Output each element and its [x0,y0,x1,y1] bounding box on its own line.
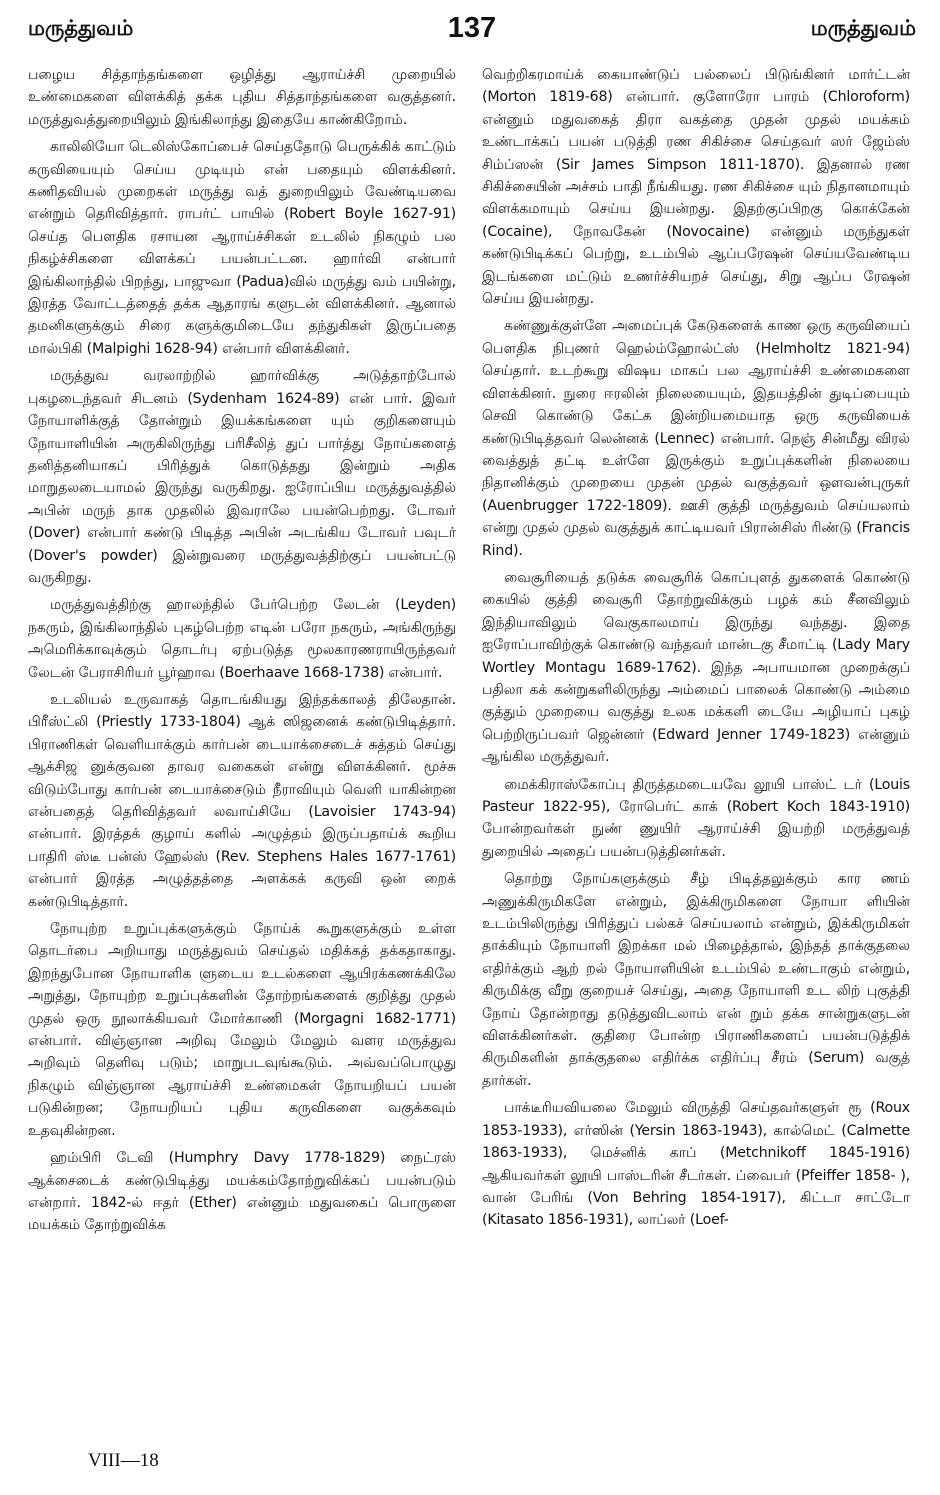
right-column [482,64,910,1434]
paragraph: உடலியல் உருவாகத் தொடங்கியது இந்தக்காலத் திலேதான். பிரீஸ்ட்லி (Priestly 1733-1804) ஆக் ஸிஜனைக் கண்டுபிடித்தார். பிராணிகள் வெளியாக்கும் கார்பன் டையாக்சைடைச் சுத்தம் செய்து ஆக்சிஜ னுக்குவன தாவர வகைகள் என்று விளக்கினர். மூச்சு விடும்போது கார்பன் டையாக்சைடும் நீராவியும் வெளி யாகின்றன என்பதைத் தெரிவித்தவர் லவாய்சியே (Lavoisier 1743-94) என்பார். இரத்தக் குழாய் களில் அழுத்தம் இருப்பதாய்க் கூறிய பாதிரி ஸ்டீ பன்ஸ் ஹேல்ஸ் (Rev. Stephens Hales 1677-1761) என்பார் இரத்த அழுத்தத்தை அளக்கக் கருவி ஒன் றைக் கண்டுபிடித்தார். [28,691,456,910]
paragraph: பாக்டீரியவியலை மேலும் விருத்தி செய்தவர்களுள் ரூ (Roux 1853-1933), எர்ஸின் (Yersin 1863-1943), கால்மெட் (Calmette 1863-1933), மெச்னிக் காப் (Metchnikoff 1845-1916) ஆகியவர்கள் லூயி பாஸ்டரின் சீடர்கள். ப்வைபர் (Pfeiffer 1858- ), வான் பேரிங் (Von Behring 1854-1917), கிட்டா சாட்டோ (Kitasato 1856-1931), லாப்லர் (Loef- [482,1100,910,1229]
paragraph: மருத்துவத்திற்கு ஹாலந்தில் பேர்பெற்ற லேடன் (Leyden) நகரும், இங்கிலாந்தில் புகழ்பெற்ற எடின் பரோ நகரும், அங்கிருந்து அமெரிக்காவுக்கும் தொடர்பு ஏற்படுத்த மூலகாரணராயிருந்தவர் லேடன் பேராசிரியர் பூர்ஹாவ (Boerhaave 1668-1738) என்பார். [28,597,456,681]
paragraph: கண்ணுக்குள்ளே அமைப்புக் கேடுகளைக் காண ஒரு கருவியைப் பௌதிக நிபுணர் ஹெல்ம்ஹோல்ட்ஸ் (Helmholtz 1821-94) செய்தார். உடற்கூறு விஷய மாகப் பல ஆராய்ச்சி உண்மைகளை விளக்கினர். நுரை ஈரலின் நிலையையும், இதயத்தின் துடிப்பையும் செவி கொண்டு கேட்க இன்றியமையாத ஒரு கருவியைக் கண்டுபிடித்தவர் லென்னக் (Lennec) என்பார். நெஞ் சின்மீது விரல் வைத்துத் தட்டி உள்ளே இருக்கும் உறுப்புக்களின் நிலையை நிதானிக்கும் முறையை முதன் முதல் வகுத்தவர் ஔவன்புருகர் (Auenbrugger 1722-1809). ஊசி குத்தி மருத்துவம் செய்யலாம் என்று முதல் முதல் வகுத்துக் காட்டியவர் பிரான்சிஸ் ரிண்டு (Francis Rind). [482,318,910,559]
paragraph: வைசூரியைத் தடுக்க வைசூரிக் கொப்புளத் துகளைக் கொண்டு கையில் குத்தி வைசூரி தோற்றுவிக்கும் பழக் கம் சீனவிலும் இந்தியாவிலும் வெகுகாலமாய் இருந்து வந்தது. இதை ஐரோப்பாவிற்குக் கொண்டு வந்தவர் மான்டகு சீமாட்டி (Lady Mary Wortley Montagu 1689-1762). இந்த அபாயமான முறைக்குப் பதிலா கக் கன்றுகளிலிருந்து அம்மைப் பாலைக் கொண்டு அம்மை குத்தும் முறையை வகுத்து உலக மக்களி டையே அழியாப் புகழ் பெற்றிருப்பவர் ஜென்னர் (Edward Jenner 1749-1823) என்னும் ஆங்கில மருத்துவர். [482,569,910,766]
page-header [28,12,916,48]
page-number: 137 [447,12,497,44]
paragraph: நோயுற்ற உறுப்புக்களுக்கும் நோய்க் கூறுகளுக்கும் உள்ள தொடர்பை அறியாது மருத்துவம் செய்தல் மதிக்கத் தக்கதாகாது. இறந்துபோன நோயாளிக ளுடைய உடல்களை ஆயிரக்கணக்கிலே அறுத்து, நோயுற்ற உறுப்புக்களின் தோற்றங்களைக் குறித்து முதல் முதல் ஒரு நூலாக்கியவர் மோர்காணி (Morgagni 1682-1771) என்பார். விஞ்ஞான அறிவு மேலும் மேலும் வளர மருத்துவ அறிவும் தெளிவு படும்; மாறுபடவுங்கூடும். அவ்வப்பொழுது நிகழும் விஞ்ஞான ஆராய்ச்சி உண்மைகள் நோயறியப் பயன் படுகின்றன; நோயறியப் புதிய கருவிகளை வகுக்கவும் உதவுகின்றன. [28,921,456,1139]
paragraph: மருத்துவ வரலாற்றில் ஹார்விக்கு அடுத்தாற்போல் புகழடைந்தவர் சிடனம் (Sydenham 1624-89) என் பார். இவர் நோயாளிக்குத் தோன்றும் இயக்கங்களை யும் குறிகளையும் நோயாளியின் அருகிலிருந்து பரிசீலித் துப் பார்த்து நோய்களைத் தனித்தனியாகப் பிரித்துக் கொடுத்தது இன்றும் அதிக மாறுதலடையாமல் இருந்து வருகிறது. ஐரோப்பிய மருத்துவத்தில் அபின் மருந் தாக முதலில் இவராலே பயன்பெற்றது. டோவர் (Dover) என்பார் கண்டு பிடித்த அபின் அடங்கிய டோவர் பவுடர் (Dover's powder) இன்றுவரை மருத்துவத்திற்குப் பயன்பட்டு வருகிறது. [28,368,456,586]
paragraph: வெற்றிகரமாய்க் கையாண்டுப் பல்லைப் பிடுங்கினர் மார்ட்டன் (Morton 1819-68) என்பார். குளோரோ பாரம் (Chloroform) என்னும் மதுவகைத் திரா வகத்தை முதன் முதல் மயக்கம் உண்டாக்கப் பயன் படுத்தி ரண சிகிச்சை செய்தவர் ஸர் ஜேம்ஸ் சிம்ப்ஸன் (Sir James Simpson 1811-1870). இதனால் ரண சிகிச்சையின் அச்சம் பாதி நீங்கியது. ரண சிகிச்சை யும் நிதானமாயும் விளக்கமாயும் செய்ய இயன்றது. இதற்குப்பிறகு கொக்கேன் (Cocaine), நோவகேன் (Novocaine) என்னும் மருந்துகள் கண்டுபிடிக்கப் பெற்று, உடம்பில் ஆப்பரேஷன் செய்யவேண்டிய இடங்களை மட்டும் உணர்ச்சியறச் செய்து, சிறு ஆப்ப ரேஷன் செய்ய இயன்றது. [482,67,910,308]
paragraph: பழைய சித்தாந்தங்களை ஒழித்து ஆராய்ச்சி முறையில் உண்மைகளை விளக்கித் தக்க புதிய சித்தாந்தங்களை வகுத்தனர். மருத்துவத்துறையிலும் இங்கிலாந்து இதையே காண்கிறோம். [28,67,456,128]
paragraph: காலிலியோ டெலிஸ்கோப்பைச் செய்ததோடு பெருக்கிக் காட்டும் கருவியையும் செய்ய முடியும் என் பதையும் விளக்கினர். கணிதவியல் முறைகள் மருத்து வத் துறையிலும் வேண்டியவை என்றும் தெரிவித்தார். ராபர்ட் பாயில் (Robert Boyle 1627-91) செய்த பௌதிக ரசாயன ஆராய்ச்சிகள் உடலில் நிகழும் பல நிகழ்ச்சிகளை விளக்கப் பயன்பட்டன. ஹார்வி என்பார் இங்கிலாந்தில் பிறந்து, பாஜுவா (Padua)வில் மருத்து வம் பயின்று, இரத்த வோட்டத்தைத் தக்க ஆதாரங் களுடன் விளக்கினர். ஆனால் தமனிகளுக்கும் சிரை களுக்குமிடையே தந்துகிகள் இருப்பதை மால்பிகி (Malpighi 1628-94) என்பார் விளக்கினர். [28,139,456,357]
paragraph: ஹம்பிரி டேவி (Humphry Davy 1778-1829) நைட்ரஸ் ஆக்சைடைக் கண்டுபிடித்து மயக்கம்தோற்றுவிக்கப் பயன்படும் என்றார். 1842-ல் ஈதர் (Ether) என்னும் மதுவகைப் பொருளை மயக்கம் தோற்றுவிக்க [28,1150,456,1234]
signature-mark: VIII—18 [88,1450,159,1471]
left-column [28,64,456,1434]
running-title-right: மருத்துவம் [810,16,916,40]
running-title-left: மருத்துவம் [28,16,134,40]
paragraph: மைக்கிராஸ்கோப்பு திருத்தமடையவே லூயி பாஸ்ட் டர் (Louis Pasteur 1822-95), ரோபெர்ட் காக் (Robert Koch 1843-1910) போன்றவர்கள் நுண் ணுயிர் ஆராய்ச்சி இயற்றி மருத்துவத் துறையில் அதைப் பயன்படுத்தினர்கள். [482,776,910,860]
paragraph: தொற்று நோய்களுக்கும் சீழ் பிடித்தலுக்கும் கார ணம் அணுக்கிருமிகளே என்றும், இக்கிருமிகளை நோயா ளியின் உடம்பிலிருந்து பிரித்துப் பல்கச் செய்யலாம் என்றும், இக்கிருமிகள் தாக்கியும் நோயாளி இறக்கா மல் பிழைத்தால், இந்தத் தாக்குதலை எதிர்க்கும் ஆற் றல் நோயாளியின் உடம்பில் உண்டாகும் என்றும், கிருமிக்கு வீறு குறையச் செய்து, அதை நோயாளி உட லிற் புகுத்தி நோய் தோன்றாது தடுத்துவிடலாம் என் றும் தக்க சான்றுகளுடன் விளக்கினர்கள். குதிரை போன்ற பிராணிகளைப் பயன்படுத்திக் கிருமிகளின் தாக்குதலை எதிர்க்க எதிர்ப்பு சீரம் (Serum) வகுத் தார்கள். [482,871,910,1089]
